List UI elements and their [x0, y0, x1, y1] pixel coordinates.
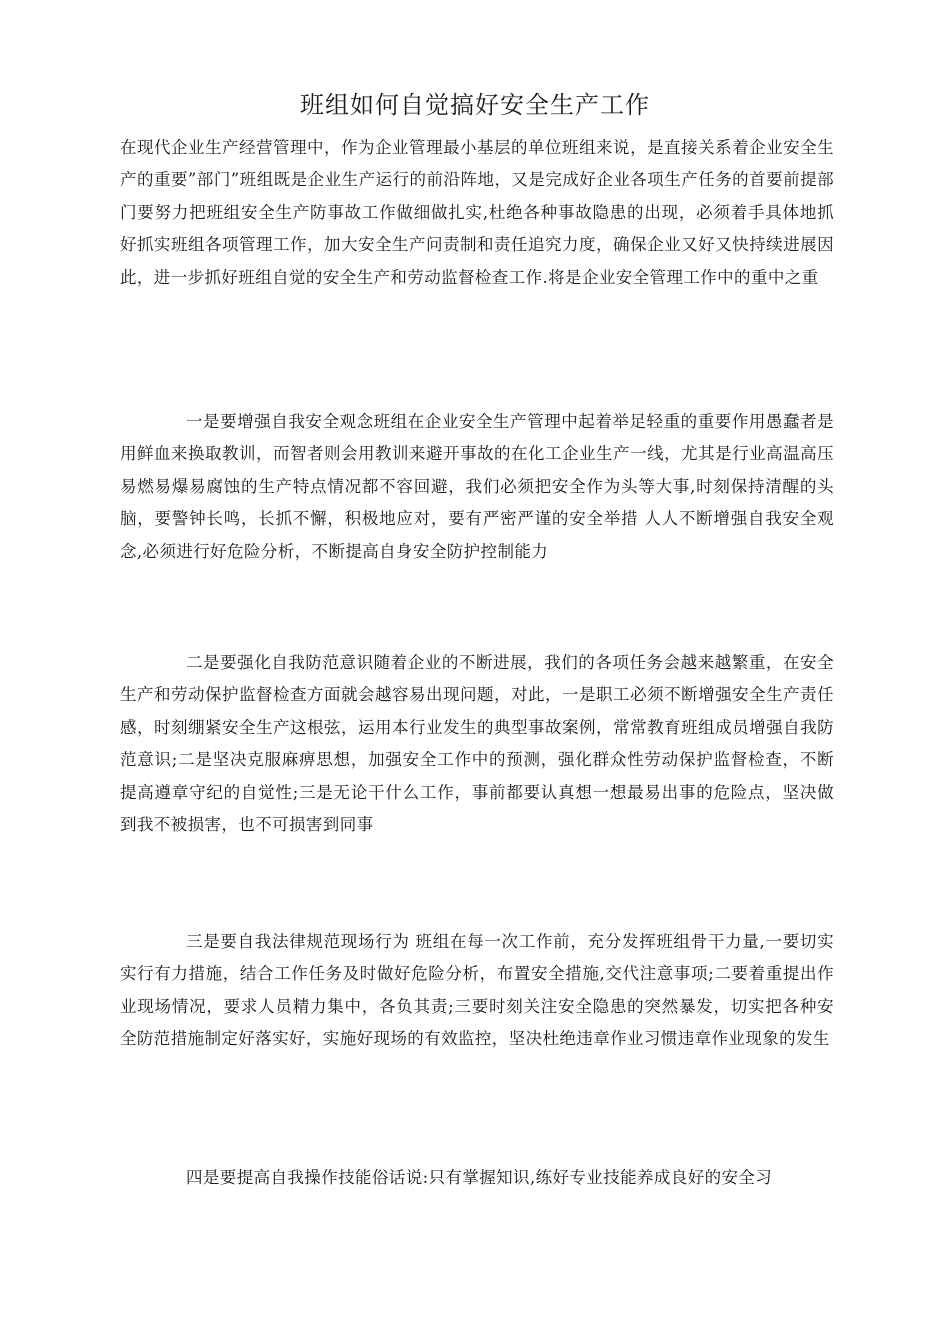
- intro-paragraph: 在现代企业生产经营管理中，作为企业管理最小基层的单位班组来说，是直接关系着企业安全生产的重要”部门”班组既是企业生产运行的前沿阵地，又是完成好企业各项生产任务的首要前提部门要努力把班组安全生产防事故工作做细做扎实,杜绝各种事故隐患的出现，必须着手具体地抓好抓实班组各项管理工作，加大安全生产问责制和责任追究力度，确保企业又好又快持续进展因此，进一步抓好班组自觉的安全生产和劳动监督检查工作.将是企业安全管理工作中的重中之重: [120, 138, 834, 287]
- paragraph-3-site-conduct: 三是要自我法律规范现场行为 班组在每一次工作前，充分发挥班组骨干力量,一要切实实行有力措施，结合工作任务及时做好危险分析，布置安全措施,交代注意事项;二要着重提出作业现场情况，要求人员精力集中，各负其责;三要时刻关注安全隐患的突然暴发，切实把各种安全防范措施制定好落实好，实施好现场的有效监控，坚决杜绝违章作业习惯违章作业现象的发生: [120, 932, 834, 1049]
- paragraph-1-safety-awareness: 一是要增强自我安全观念班组在企业安全生产管理中起着举足轻重的重要作用愚蠢者是用鲜血来换取教训，而智者则会用教训来避开事故的在化工企业生产一线，尤其是行业高温高压易燃易爆易腐蚀的生产特点情况都不容回避，我们必须把安全作为头等大事,时刻保持清醒的头脑，要警钟长鸣，长抓不懈，积极地应对，要有严密严谨的安全举措 人人不断增强自我安全观念,必须进行好危险分析，不断提高自身安全防护控制能力: [120, 412, 834, 561]
- paragraph-4-operating-skills: 四是要提高自我操作技能俗话说:只有掌握知识,练好专业技能养成良好的安全习: [186, 1168, 773, 1187]
- document-title: 班组如何自觉搞好安全生产工作: [300, 91, 650, 119]
- paragraph-2-prevention-awareness: 二是要强化自我防范意识随着企业的不断进展，我们的各项任务会越来越繁重，在安全生产和劳动保护监督检查方面就会越容易出现问题，对此，一是职工必须不断增强安全生产责任感，时刻绷紧安全生产这根弦，运用本行业发生的典型事故案例，常常教育班组成员增强自我防范意识;二是坚决克服麻痹思想，加强安全工作中的预测，强化群众性劳动保护监督检查，不断提高遵章守纪的自觉性;三是无论干什么工作，事前都要认真想一想最易出事的危险点，坚决做到我不被损害，也不可损害到同事: [120, 653, 834, 835]
